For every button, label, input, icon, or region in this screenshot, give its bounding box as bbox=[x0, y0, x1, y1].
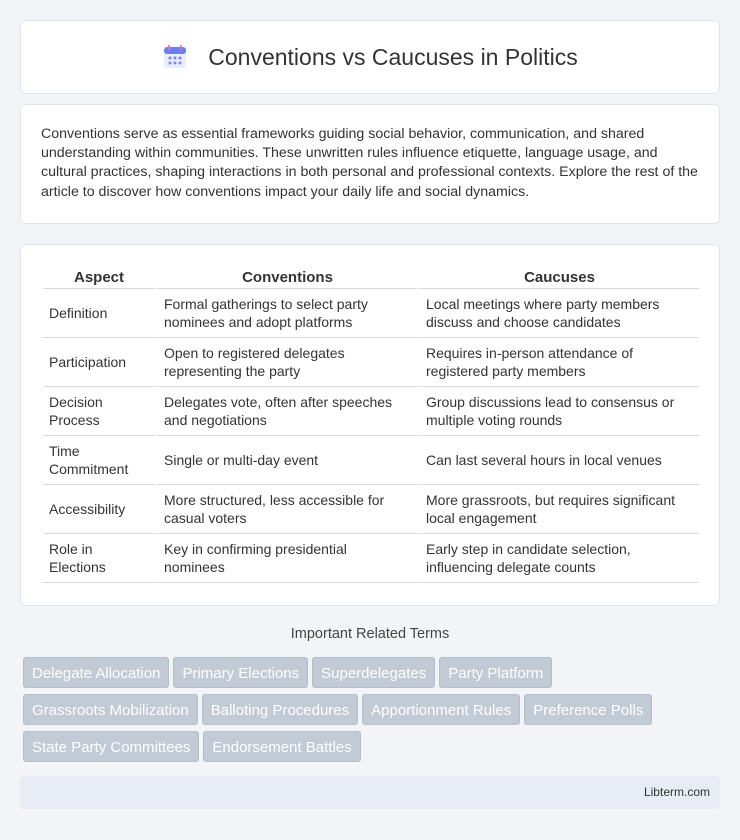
table-row bbox=[43, 289, 699, 338]
tag-balloting-procedures[interactable]: Balloting Procedures bbox=[202, 694, 358, 725]
cell-conventions: Key in confirming presidential nominees bbox=[155, 534, 417, 583]
header-aspect: Aspect bbox=[43, 265, 155, 289]
tag-party-platform[interactable]: Party Platform bbox=[439, 657, 552, 688]
table-header-row bbox=[43, 265, 699, 289]
related-terms-tags bbox=[23, 657, 723, 768]
cell-aspect: Time Commitment bbox=[43, 436, 155, 485]
cell-conventions: More structured, less accessible for casual voters bbox=[155, 485, 417, 534]
tag-preference-polls[interactable]: Preference Polls bbox=[524, 694, 652, 725]
tag-superdelegates[interactable]: Superdelegates bbox=[312, 657, 435, 688]
cell-aspect: Role in Elections bbox=[43, 534, 155, 583]
cell-caucuses: Group discussions lead to consensus or multiple voting rounds bbox=[417, 387, 699, 436]
footer bbox=[20, 776, 720, 809]
table-row bbox=[43, 387, 699, 436]
page-title: Conventions vs Caucuses in Politics bbox=[208, 43, 578, 70]
cell-aspect: Decision Process bbox=[43, 387, 155, 436]
header-card bbox=[20, 20, 720, 94]
comparison-table-card bbox=[20, 244, 720, 606]
tag-primary-elections[interactable]: Primary Elections bbox=[173, 657, 308, 688]
cell-aspect: Accessibility bbox=[43, 485, 155, 534]
cell-conventions: Delegates vote, often after speeches and negotiations bbox=[155, 387, 417, 436]
header-conventions: Conventions bbox=[155, 265, 417, 289]
tag-grassroots-mobilization[interactable]: Grassroots Mobilization bbox=[23, 694, 198, 725]
tag-delegate-allocation[interactable]: Delegate Allocation bbox=[23, 657, 169, 688]
tag-endorsement-battles[interactable]: Endorsement Battles bbox=[203, 731, 360, 762]
cell-caucuses: More grassroots, but requires significant local engagement bbox=[417, 485, 699, 534]
cell-caucuses: Can last several hours in local venues bbox=[417, 436, 699, 485]
tag-apportionment-rules[interactable]: Apportionment Rules bbox=[362, 694, 520, 725]
header-caucuses: Caucuses bbox=[417, 265, 699, 289]
comparison-table bbox=[43, 265, 699, 583]
calendar-icon bbox=[162, 44, 188, 70]
cell-caucuses: Early step in candidate selection, influencing delegate counts bbox=[417, 534, 699, 583]
cell-conventions: Formal gatherings to select party nominees and adopt platforms bbox=[155, 289, 417, 338]
cell-conventions: Open to registered delegates representing the party bbox=[155, 338, 417, 387]
cell-caucuses: Requires in-person attendance of registered party members bbox=[417, 338, 699, 387]
table-row bbox=[43, 534, 699, 583]
tag-state-party-committees[interactable]: State Party Committees bbox=[23, 731, 199, 762]
intro-text: Conventions serve as essential frameworks guiding social behavior, communication, and shared understanding within communities. These unwritten rules influence etiquette, language usage, and cultural practices, shaping interactions in both personal and professional contexts. Explore the rest of the article to discover how conventions impact your daily life and social dynamics. bbox=[41, 126, 698, 200]
table-row bbox=[43, 485, 699, 534]
cell-caucuses: Local meetings where party members discuss and choose candidates bbox=[417, 289, 699, 338]
cell-conventions: Single or multi-day event bbox=[155, 436, 417, 485]
table-row bbox=[43, 338, 699, 387]
footer-link[interactable]: Libterm.com bbox=[643, 785, 710, 799]
related-terms-title: Important Related Terms bbox=[290, 626, 450, 642]
cell-aspect: Definition bbox=[43, 289, 155, 338]
cell-aspect: Participation bbox=[43, 338, 155, 387]
table-row bbox=[43, 436, 699, 485]
intro-card bbox=[20, 104, 720, 224]
